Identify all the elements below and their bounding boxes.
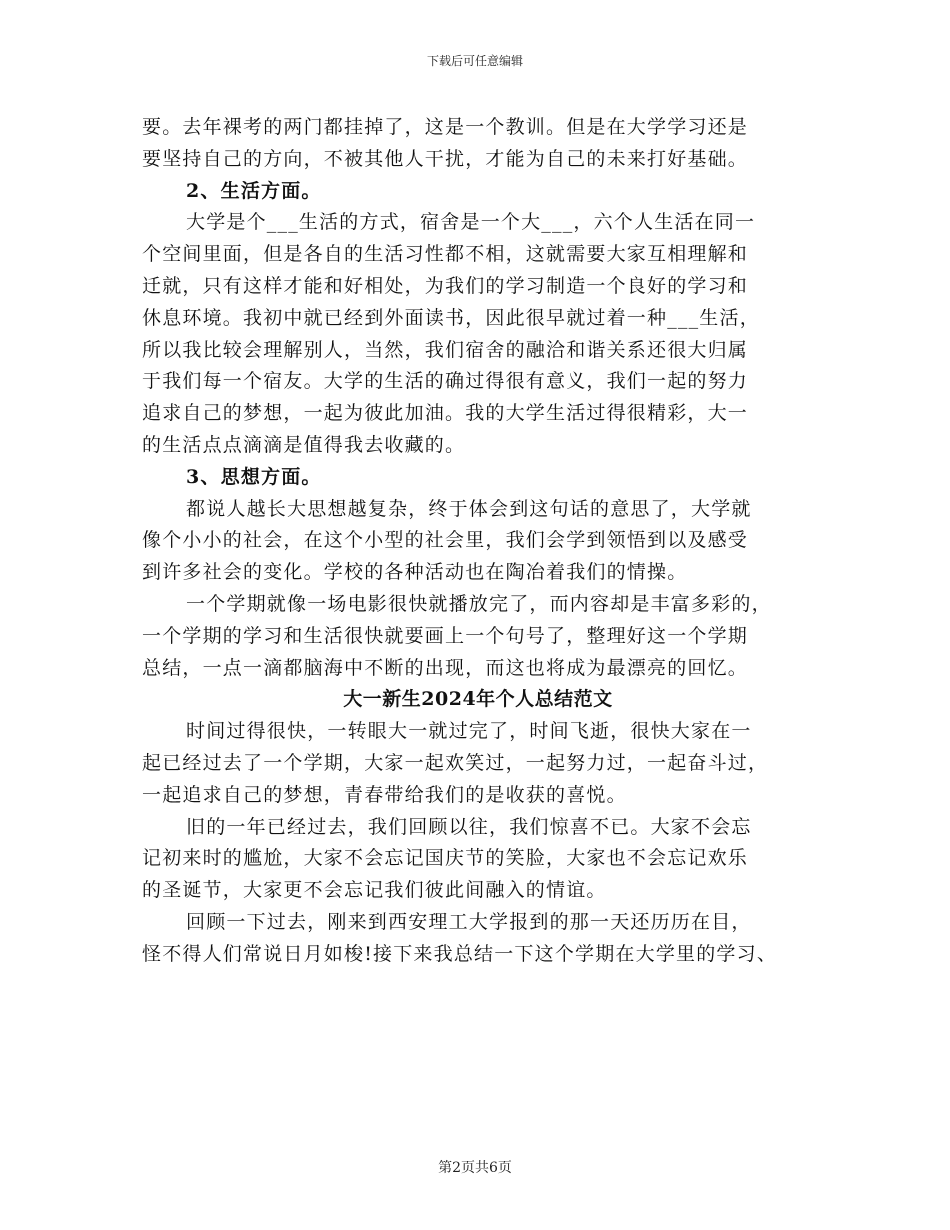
text-line: 像个小小的社会，在这个小型的社会里，我们会学到领悟到以及感受 [142, 529, 749, 552]
text-line: 迁就，只有这样才能和好相处，为我们的学习制造一个良好的学习和 [142, 274, 749, 297]
text-line: 都说人越长大思想越复杂，终于体会到这句话的意思了，大学就 [186, 497, 752, 520]
document-title: 大一新生2024年个人总结范文 [343, 688, 613, 711]
text-line: 的生活点点滴滴是值得我去收藏的。 [142, 433, 466, 456]
section-heading: 2、生活方面。 [186, 179, 322, 202]
text-line: 的圣诞节，大家更不会忘记我们彼此间融入的情谊。 [142, 879, 607, 902]
text-line: 一个学期的学习和生活很快就要画上一个句号了，整理好这一个学期 [142, 624, 749, 647]
text-line: 回顾一下过去，刚来到西安理工大学报到的那一天还历历在目， [186, 910, 752, 933]
text-line: 一起追求自己的梦想，青春带给我们的是收获的喜悦。 [142, 783, 627, 806]
text-line: 一个学期就像一场电影很快就播放完了，而内容却是丰富多彩的， [186, 592, 772, 615]
text-line: 大学是个___生活的方式，宿舍是一个大___，六个人生活在同一 [186, 211, 756, 234]
page-header: 下载后可任意编辑 [426, 54, 523, 68]
text-line: 要。去年裸考的两门都挂掉了，这是一个教训。但是在大学学习还是 [142, 116, 749, 138]
text-line: 记初来时的尴尬，大家不会忘记国庆节的笑脸，大家也不会忘记欢乐 [142, 847, 749, 870]
text-line: 所以我比较会理解别人，当然，我们宿舍的融洽和谐关系还很大归属 [142, 338, 749, 361]
page-footer: 第2页共6页 [438, 1160, 512, 1176]
text-line: 休息环境。我初中就已经到外面读书，因此很早就过着一种___生活， [142, 306, 760, 329]
text-line: 怪不得人们常说日月如梭!接下来我总结一下这个学期在大学里的学习、 [142, 942, 778, 965]
text-line: 到许多社会的变化。学校的各种活动也在陶冶着我们的情操。 [142, 561, 688, 584]
text-line: 旧的一年已经过去，我们回顾以往，我们惊喜不已。大家不会忘 [186, 815, 752, 838]
text-line: 于我们每一个宿友。大学的生活的确过得很有意义，我们一起的努力 [142, 370, 749, 393]
section-heading: 3、思想方面。 [186, 465, 322, 488]
text-line: 要坚持自己的方向，不被其他人干扰，才能为自己的未来打好基础。 [142, 147, 749, 170]
text-line: 总结，一点一滴都脑海中不断的出现，而这也将成为最漂亮的回忆。 [142, 656, 749, 679]
text-line: 时间过得很快，一转眼大一就过完了，时间飞逝，很快大家在一 [186, 720, 752, 743]
text-line: 个空间里面，但是各自的生活习性都不相，这就需要大家互相理解和 [142, 243, 749, 266]
document-body [142, 112, 814, 971]
text-line: 追求自己的梦想，一起为彼此加油。我的大学生活过得很精彩，大一 [142, 402, 749, 425]
text-line: 起已经过去了一个学期，大家一起欢笑过，一起努力过，一起奋斗过， [142, 751, 769, 774]
